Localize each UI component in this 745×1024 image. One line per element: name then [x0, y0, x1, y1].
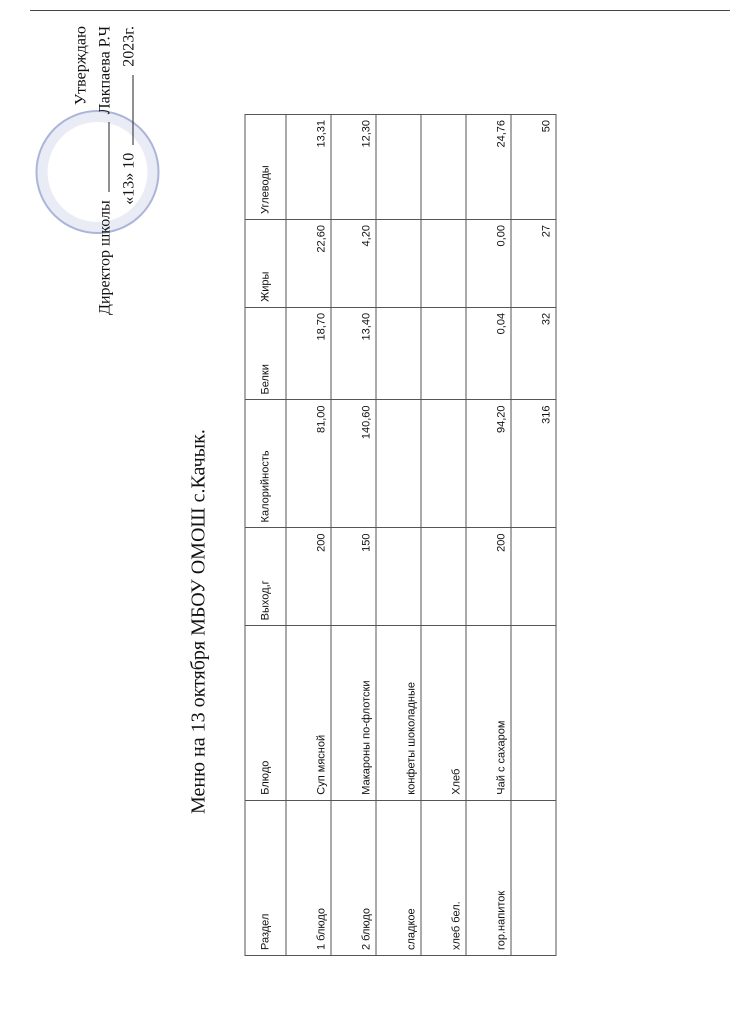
- date-day: «13»: [120, 172, 138, 205]
- protein-cell: [376, 307, 421, 400]
- portion-cell: 200: [286, 528, 331, 626]
- dish-cell: Макароны по-флотски: [331, 626, 376, 800]
- director-label: Директор школы: [96, 200, 114, 315]
- dish-cell: [511, 626, 556, 800]
- carbs-cell: 12,30: [331, 115, 376, 220]
- table-total-row: [511, 115, 556, 956]
- menu-table: [245, 114, 557, 956]
- approval-block: [70, 26, 142, 386]
- column-header: Блюдо: [245, 626, 286, 800]
- section-cell: 1 блюдо: [286, 800, 331, 955]
- protein-total-cell: 32: [511, 307, 556, 400]
- fat-cell: 22,60: [286, 220, 331, 308]
- section-cell: [511, 800, 556, 955]
- fat-cell: 0,00: [466, 220, 511, 308]
- approval-heading: Утверждаю: [72, 26, 90, 106]
- calories-cell: 140,60: [331, 400, 376, 528]
- table-row: [376, 115, 421, 956]
- calories-cell: 81,00: [286, 400, 331, 528]
- carbs-total-cell: 50: [511, 115, 556, 220]
- dish-cell: конфеты шоколадные: [376, 626, 421, 800]
- signature-line: [109, 122, 110, 192]
- carbs-cell: 24,76: [466, 115, 511, 220]
- carbs-cell: [376, 115, 421, 220]
- section-cell: гор.напиток: [466, 800, 511, 955]
- fat-cell: [421, 220, 466, 308]
- protein-cell: 0,04: [466, 307, 511, 400]
- calories-cell: [376, 400, 421, 528]
- table-row: [331, 115, 376, 956]
- director-name: Лакпаева Р.Ч: [96, 26, 114, 115]
- date-year: 2023г.: [120, 26, 138, 67]
- date-line-blank: [133, 75, 134, 145]
- fat-total-cell: 27: [511, 220, 556, 308]
- protein-cell: 13,40: [331, 307, 376, 400]
- protein-cell: [421, 307, 466, 400]
- column-header: Белки: [245, 307, 286, 400]
- section-cell: сладкое: [376, 800, 421, 955]
- director-line: [94, 26, 118, 386]
- dish-cell: Хлеб: [421, 626, 466, 800]
- date-month: 10: [120, 152, 138, 169]
- section-cell: хлеб бел.: [421, 800, 466, 955]
- carbs-cell: 13,31: [286, 115, 331, 220]
- calories-cell: 94,20: [466, 400, 511, 528]
- table-row: [421, 115, 466, 956]
- column-header: Жиры: [245, 220, 286, 308]
- dish-cell: Суп мясной: [286, 626, 331, 800]
- protein-cell: 18,70: [286, 307, 331, 400]
- table-row: [466, 115, 511, 956]
- fat-cell: 4,20: [331, 220, 376, 308]
- section-cell: 2 блюдо: [331, 800, 376, 955]
- page-title: Меню на 13 октября МБОУ ОМОШ с.Качык.: [187, 429, 210, 814]
- calories-cell: [421, 400, 466, 528]
- table-row: [286, 115, 331, 956]
- portion-cell: 200: [466, 528, 511, 626]
- column-header: Калорийность: [245, 400, 286, 528]
- calories-total-cell: 316: [511, 400, 556, 528]
- column-header: Выход,г: [245, 528, 286, 626]
- column-header: Раздел: [245, 800, 286, 955]
- portion-cell: [511, 528, 556, 626]
- carbs-cell: [421, 115, 466, 220]
- dish-cell: Чай с сахаром: [466, 626, 511, 800]
- column-header: Углеводы: [245, 115, 286, 220]
- portion-cell: [421, 528, 466, 626]
- portion-cell: [376, 528, 421, 626]
- table-header-row: [245, 115, 286, 956]
- date-line: [118, 26, 142, 386]
- portion-cell: 150: [331, 528, 376, 626]
- fat-cell: [376, 220, 421, 308]
